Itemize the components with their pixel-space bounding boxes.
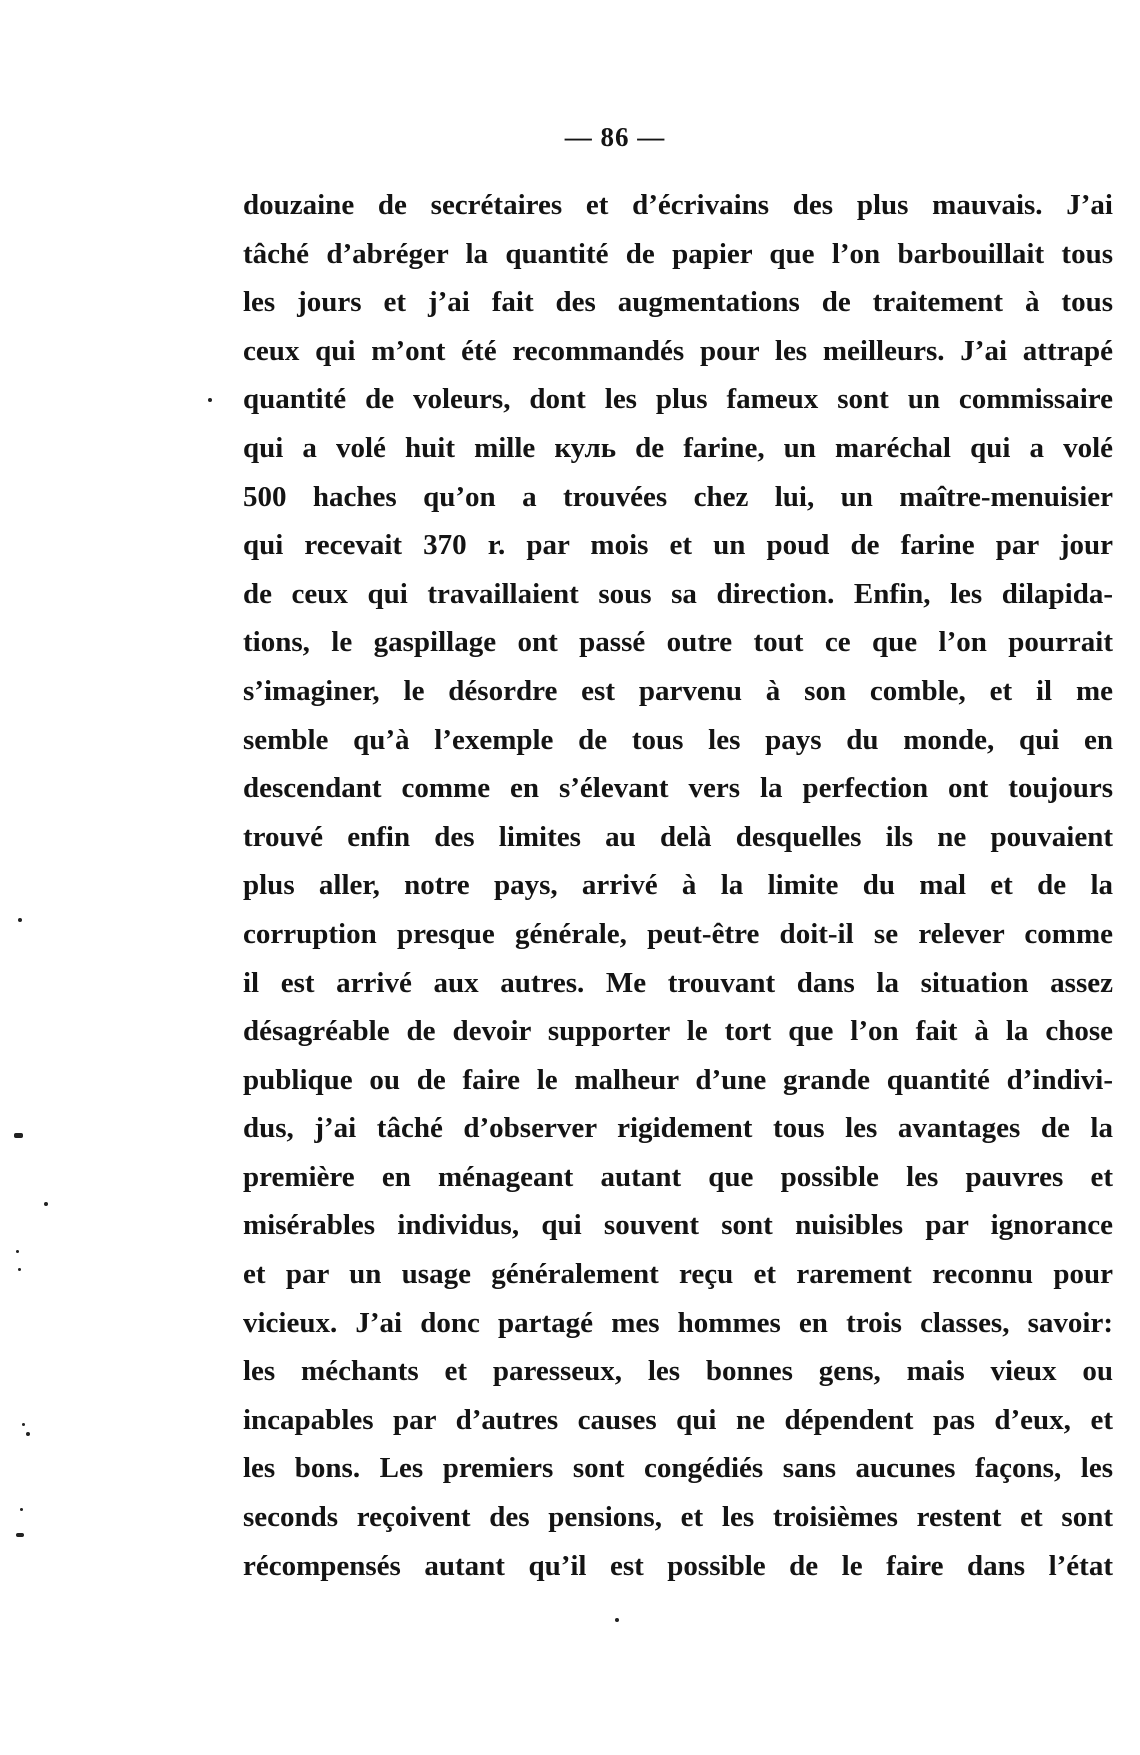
scan-speck xyxy=(615,1618,619,1622)
text-line: 500 haches qu’on a trouvées chez lui, un maître-menuisier xyxy=(243,480,1113,513)
text-line: misérables individus, qui souvent sont nuisibles par ignorance xyxy=(243,1209,1113,1242)
text-line: et par un usage généralement reçu et rarement reconnu pour xyxy=(243,1258,1113,1291)
text-line: seconds reçoivent des pensions, et les troisièmes restent et sont xyxy=(243,1501,1113,1534)
scan-speck xyxy=(14,1133,23,1138)
text-line: quantité de voleurs, dont les plus fameux sont un commissaire xyxy=(243,383,1113,416)
text-line: de ceux qui travaillaient sous sa direction. Enfin, les dilapida- xyxy=(243,577,1113,610)
scan-speck xyxy=(26,1432,30,1436)
text-line: tions, le gaspillage ont passé outre tout ce que l’on pourrait xyxy=(243,626,1113,659)
text-line: corruption presque générale, peut-être doit-il se relever comme xyxy=(243,917,1113,950)
text-line: plus aller, notre pays, arrivé à la limite du mal et de la xyxy=(243,869,1113,902)
text-line: les méchants et paresseux, les bonnes gens, mais vieux ou xyxy=(243,1355,1113,1388)
scan-speck xyxy=(16,1250,19,1253)
text-line: dus, j’ai tâché d’observer rigidement tous les avantages de la xyxy=(243,1112,1113,1145)
scan-speck xyxy=(44,1202,48,1206)
text-line: il est arrivé aux autres. Me trouvant dans la situation assez xyxy=(243,966,1113,999)
text-line: douzaine de secrétaires et d’écrivains des plus mauvais. J’ai xyxy=(243,189,1113,221)
text-line: semble qu’à l’exemple de tous les pays du monde, qui en xyxy=(243,723,1113,756)
text-line: ceux qui m’ont été recommandés pour les meilleurs. J’ai attrapé xyxy=(243,334,1113,367)
scan-speck xyxy=(22,1423,25,1426)
text-line: qui recevait 370 r. par mois et un poud de farine par jour xyxy=(243,529,1113,562)
text-line: trouvé enfin des limites au delà desquelles ils ne pouvaient xyxy=(243,820,1113,853)
text-line: qui a volé huit mille куль de farine, un maréchal qui a volé xyxy=(243,431,1113,464)
text-line: désagréable de devoir supporter le tort que l’on fait à la chose xyxy=(243,1015,1113,1048)
text-line: descendant comme en s’élevant vers la perfection ont toujours xyxy=(243,772,1113,805)
text-line: incapables par d’autres causes qui ne dépendent pas d’eux, et xyxy=(243,1403,1113,1436)
scan-speck xyxy=(20,1508,23,1511)
text-line: les bons. Les premiers sont congédiés sans aucunes façons, les xyxy=(243,1452,1113,1485)
body-text xyxy=(243,181,1113,1590)
text-line: les jours et j’ai fait des augmentations de traitement à tous xyxy=(243,286,1113,319)
scan-speck xyxy=(208,398,212,402)
scan-speck xyxy=(16,1533,24,1537)
page-number: — 86 — xyxy=(564,122,666,152)
text-line: récompensés autant qu’il est possible de le faire dans l’état xyxy=(243,1549,1113,1582)
text-line: tâché d’abréger la quantité de papier que l’on barbouillait tous xyxy=(243,237,1113,270)
text-line: publique ou de faire le malheur d’une grande quantité d’indivi- xyxy=(243,1063,1113,1096)
text-line: première en ménageant autant que possible les pauvres et xyxy=(243,1160,1113,1193)
text-line: s’imaginer, le désordre est parvenu à son comble, et il me xyxy=(243,674,1113,707)
scan-speck xyxy=(18,918,22,922)
scan-speck xyxy=(18,1268,21,1271)
text-line: vicieux. J’ai donc partagé mes hommes en trois classes, savoir: xyxy=(243,1306,1113,1339)
